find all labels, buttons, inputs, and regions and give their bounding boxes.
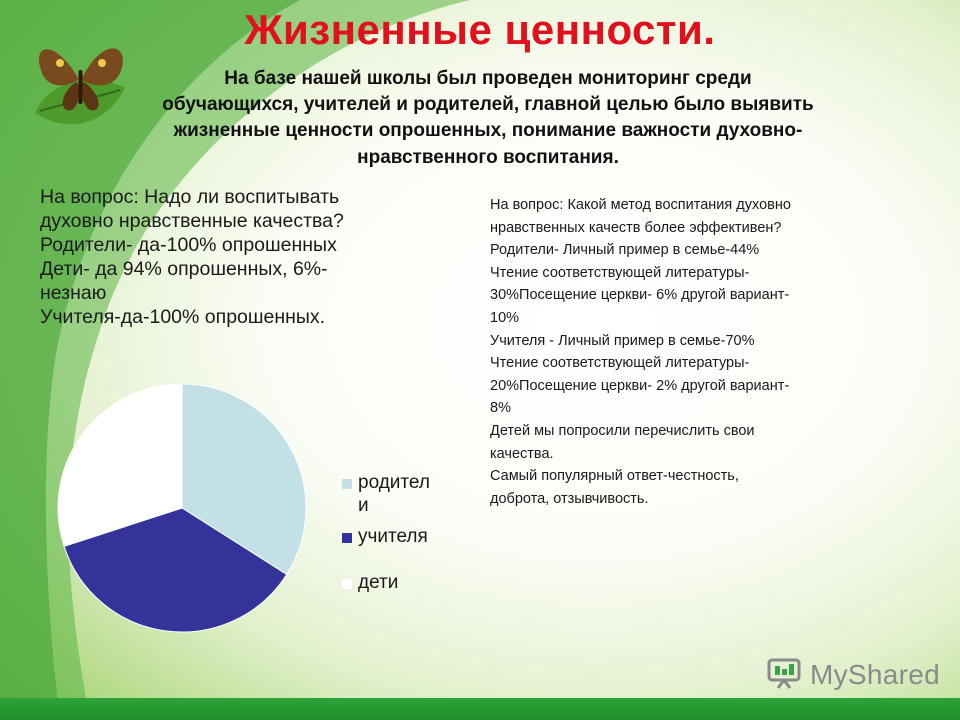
question-2-line: 8%	[490, 400, 511, 417]
legend-label-children: дети	[358, 572, 399, 594]
legend-swatch-children	[342, 579, 352, 589]
question-2-line: Детей мы попросили перечислить свои	[490, 423, 755, 440]
myshared-watermark	[766, 655, 941, 695]
bottom-green-band	[0, 698, 960, 720]
question-1-line: незнаю	[40, 281, 107, 304]
question-2-line: 30%Посещение церкви- 6% другой вариант-	[490, 287, 790, 304]
legend-item-children	[342, 572, 462, 595]
survey-question-1	[40, 186, 440, 330]
question-2-line: 20%Посещение церкви- 2% другой вариант-	[490, 377, 790, 394]
question-2-line: Самый популярный ответ-честность,	[490, 468, 739, 485]
question-2-line: Чтение соответствующей литературы-	[490, 264, 750, 281]
subtitle-line: нравственного воспитания.	[357, 146, 619, 168]
question-2-line: На вопрос: Какой метод воспитания духовно	[490, 197, 791, 213]
chart-legend	[342, 472, 462, 595]
question-1-line: На вопрос: Надо ли воспитывать	[40, 186, 340, 208]
question-2-line: нравственных качеств более эффективен?	[490, 219, 782, 236]
question-1-line: духовно нравственные качества?	[40, 209, 344, 232]
subtitle-line: На базе нашей школы был проведен мониторинг среди	[224, 68, 752, 89]
watermark-text: MyShared	[810, 659, 941, 690]
legend-swatch-parents	[342, 479, 352, 489]
presentation-icon	[766, 657, 802, 689]
legend-item-teachers	[342, 526, 462, 549]
question-1-line: Родители- да-100% опрошенных	[40, 233, 337, 256]
question-1-line: Дети- да 94% опрошенных, 6%-	[40, 257, 328, 280]
question-2-line: 10%	[490, 310, 520, 327]
subtitle-line: обучающихся, учителей и родителей, главной целью было выявить	[162, 94, 814, 116]
legend-item-parents	[342, 472, 462, 518]
question-2-line: доброта, отзывчивость.	[490, 490, 649, 507]
question-2-line: качества.	[490, 445, 554, 462]
legend-label-teachers: учителя	[358, 525, 428, 547]
question-2-line: Родители- Личный пример в семье-44%	[490, 242, 760, 259]
question-2-line: Учителя - Личный пример в семье-70%	[490, 332, 755, 349]
slide-subtitle	[70, 66, 906, 171]
legend-swatch-teachers	[342, 533, 352, 543]
question-2-line: Чтение соответствующей литературы-	[490, 355, 750, 372]
legend-label-parents: родител и	[358, 472, 430, 516]
question-1-line: Учителя-да-100% опрошенных.	[40, 305, 326, 328]
pie-chart	[40, 375, 330, 645]
survey-question-2	[490, 194, 915, 511]
slide-title: Жизненные ценности.	[244, 6, 716, 53]
subtitle-line: жизненные ценности опрошенных, понимание важности духовно-	[173, 120, 803, 142]
